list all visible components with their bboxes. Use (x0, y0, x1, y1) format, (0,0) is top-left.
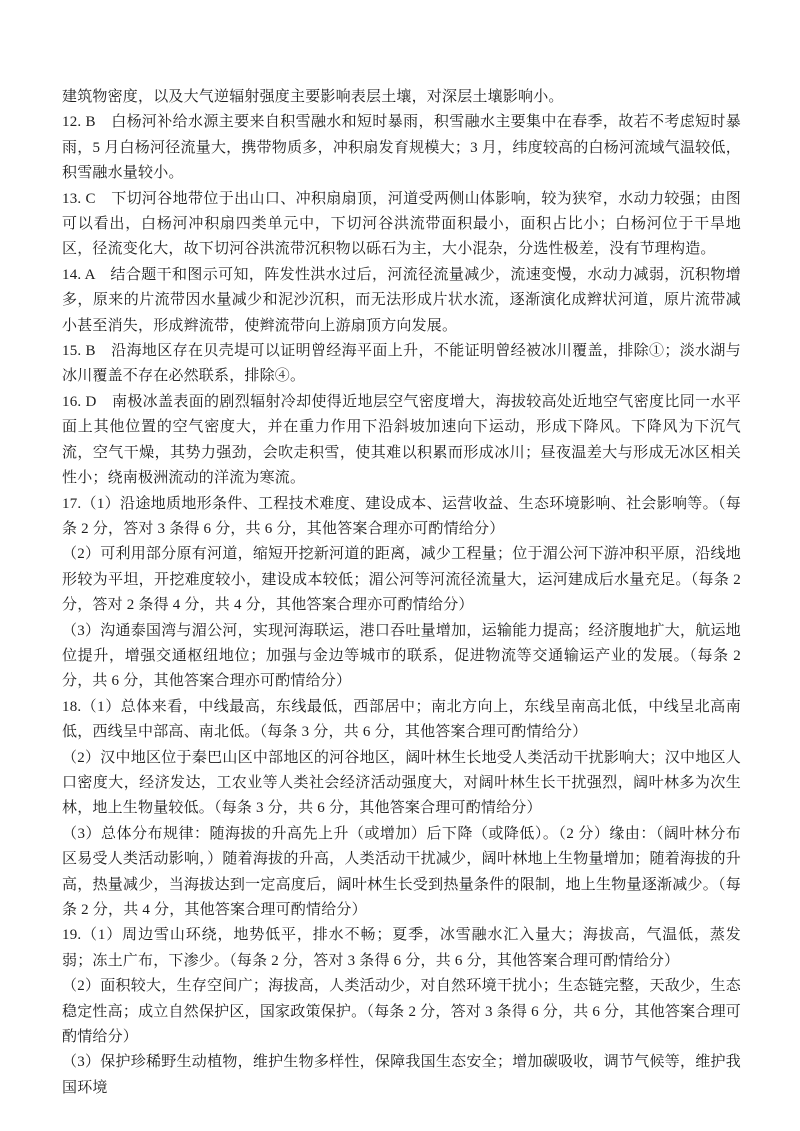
answer-paragraph-q18-3: （3）总体分布规律：随海拔的升高先上升（或增加）后下降（或降低）。（2 分）缘由：（阔叶林分布区易受人类活动影响，）随着海拔的升高，人类活动干扰减少，阔叶林地上生物量增加；随着海拔的升高，热量减少，当海拔达到一定高度后，阔叶林生长受到热量条件的限制，地上生物量逐渐减少。（每条 2 分，共 4 分，其他答案合理可酌情给分） (62, 825, 741, 918)
answer-paragraph-q12: 12. B 白杨河补给水源主要来自积雪融水和短时暴雨，积雪融水主要集中在春季，故若不考虑短时暴雨，5 月白杨河径流量大，携带物质多，冲积扇发育规模大；3 月，纬度较高的白杨河流域气温较低，积雪融水量较小。 (62, 114, 741, 182)
answer-paragraph-q19-2: （2）面积较大，生存空间广；海拔高，人类活动少，对自然环境干扰小；生态链完整，天敌少，生态稳定性高；成立自然保护区，国家政策保护。（每条 2 分，答对 3 条得 6 分，共 6 分，其他答案合理可酌情给分） (62, 978, 741, 1046)
answer-paragraph-q15: 15. B 沿海地区存在贝壳堤可以证明曾经海平面上升，不能证明曾经被冰川覆盖，排除①；淡水湖与冰川覆盖不存在必然联系，排除④。 (62, 343, 741, 385)
answer-paragraph-q17-1: 17.（1）沿途地质地形条件、工程技术难度、建设成本、运营收益、生态环境影响、社会影响等。（每条 2 分，答对 3 条得 6 分，共 6 分，其他答案合理亦可酌情给分） (62, 495, 741, 537)
answer-paragraph-q19-1: 19.（1）周边雪山环绕，地势低平，排水不畅；夏季，冰雪融水汇入量大；海拔高，气温低，蒸发弱；冻土广布，下渗少。（每条 2 分，答对 3 条得 6 分，共 6 分，其他答案合理可酌情给分） (62, 927, 741, 969)
answer-paragraph-q17-3: （3）沟通泰国湾与湄公河，实现河海联运，港口吞吐量增加，运输能力提高；经济腹地扩大，航运地位提升，增强交通枢纽地位；加强与金边等城市的联系，促进物流等交通输运产业的发展。（每条 2 分，共 6 分，其他答案合理亦可酌情给分） (62, 622, 741, 690)
answer-key-text-block (62, 85, 741, 1101)
answer-paragraph-q11-continuation: 建筑物密度，以及大气逆辐射强度主要影响表层土壤，对深层土壤影响小。 (62, 89, 564, 105)
answer-paragraph-q19-3: （3）保护珍稀野生动植物，维护生物多样性，保障我国生态安全；增加碳吸收，调节气候等，维护我国环境 (62, 1054, 741, 1096)
answer-paragraph-q17-2: （2）可利用部分原有河道，缩短开挖新河道的距离，减少工程量；位于湄公河下游冲积平原，沿线地形较为平坦，开挖难度较小，建设成本较低；湄公河等河流径流量大，运河建成后水量充足。（每条 2 分，答对 2 条得 4 分，共 4 分，其他答案合理亦可酌情给分） (62, 546, 741, 614)
answer-paragraph-q16: 16. D 南极冰盖表面的剧烈辐射冷却使得近地层空气密度增大，海拔较高处近地空气密度比同一水平面上其他位置的空气密度大，并在重力作用下沿斜坡加速向下运动，形成下降风。下降风为下沉气流，空气干燥，其势力强劲，会吹走积雪，使其难以积累而形成冰川；昼夜温差大与形成无冰区相关性小；绕南极洲流动的洋流为寒流。 (62, 393, 741, 487)
answer-paragraph-q18-1: 18.（1）总体来看，中线最高，东线最低，西部居中；南北方向上，东线呈南高北低，中线呈北高南低，西线呈中部高、南北低。（每条 3 分，共 6 分，其他答案合理可酌情给分） (62, 698, 741, 741)
answer-paragraph-q13: 13. C 下切河谷地带位于出山口、冲积扇扇顶，河道受两侧山体影响，较为狭窄，水动力较强；由图可以看出，白杨河冲积扇四类单元中，下切河谷洪流带面积最小，面积占比小；白杨河位于干旱地区，径流变化大，故下切河谷洪流带沉积物以砾石为主，大小混杂，分选性极差，没有节理构造。 (62, 190, 741, 258)
answer-paragraph-q14: 14. A 结合题干和图示可知，阵发性洪水过后，河流径流量减少，流速变慢，水动力减弱，沉积物增多，原来的片流带因水量减少和泥沙沉积，而无法形成片状水流，逐渐演化成辫状河道，原片流带减小甚至消失，形成辫流带，使辫流带向上游扇顶方向发展。 (62, 266, 741, 334)
answer-paragraph-q18-2: （2）汉中地区位于秦巴山区中部地区的河谷地区，阔叶林生长地受人类活动干扰影响大；汉中地区人口密度大，经济发达，工农业等人类社会经济活动强度大，对阔叶林生长干扰强烈，阔叶林多为次生林，地上生物量较低。（每条 3 分，共 6 分，其他答案合理可酌情给分） (62, 749, 741, 817)
